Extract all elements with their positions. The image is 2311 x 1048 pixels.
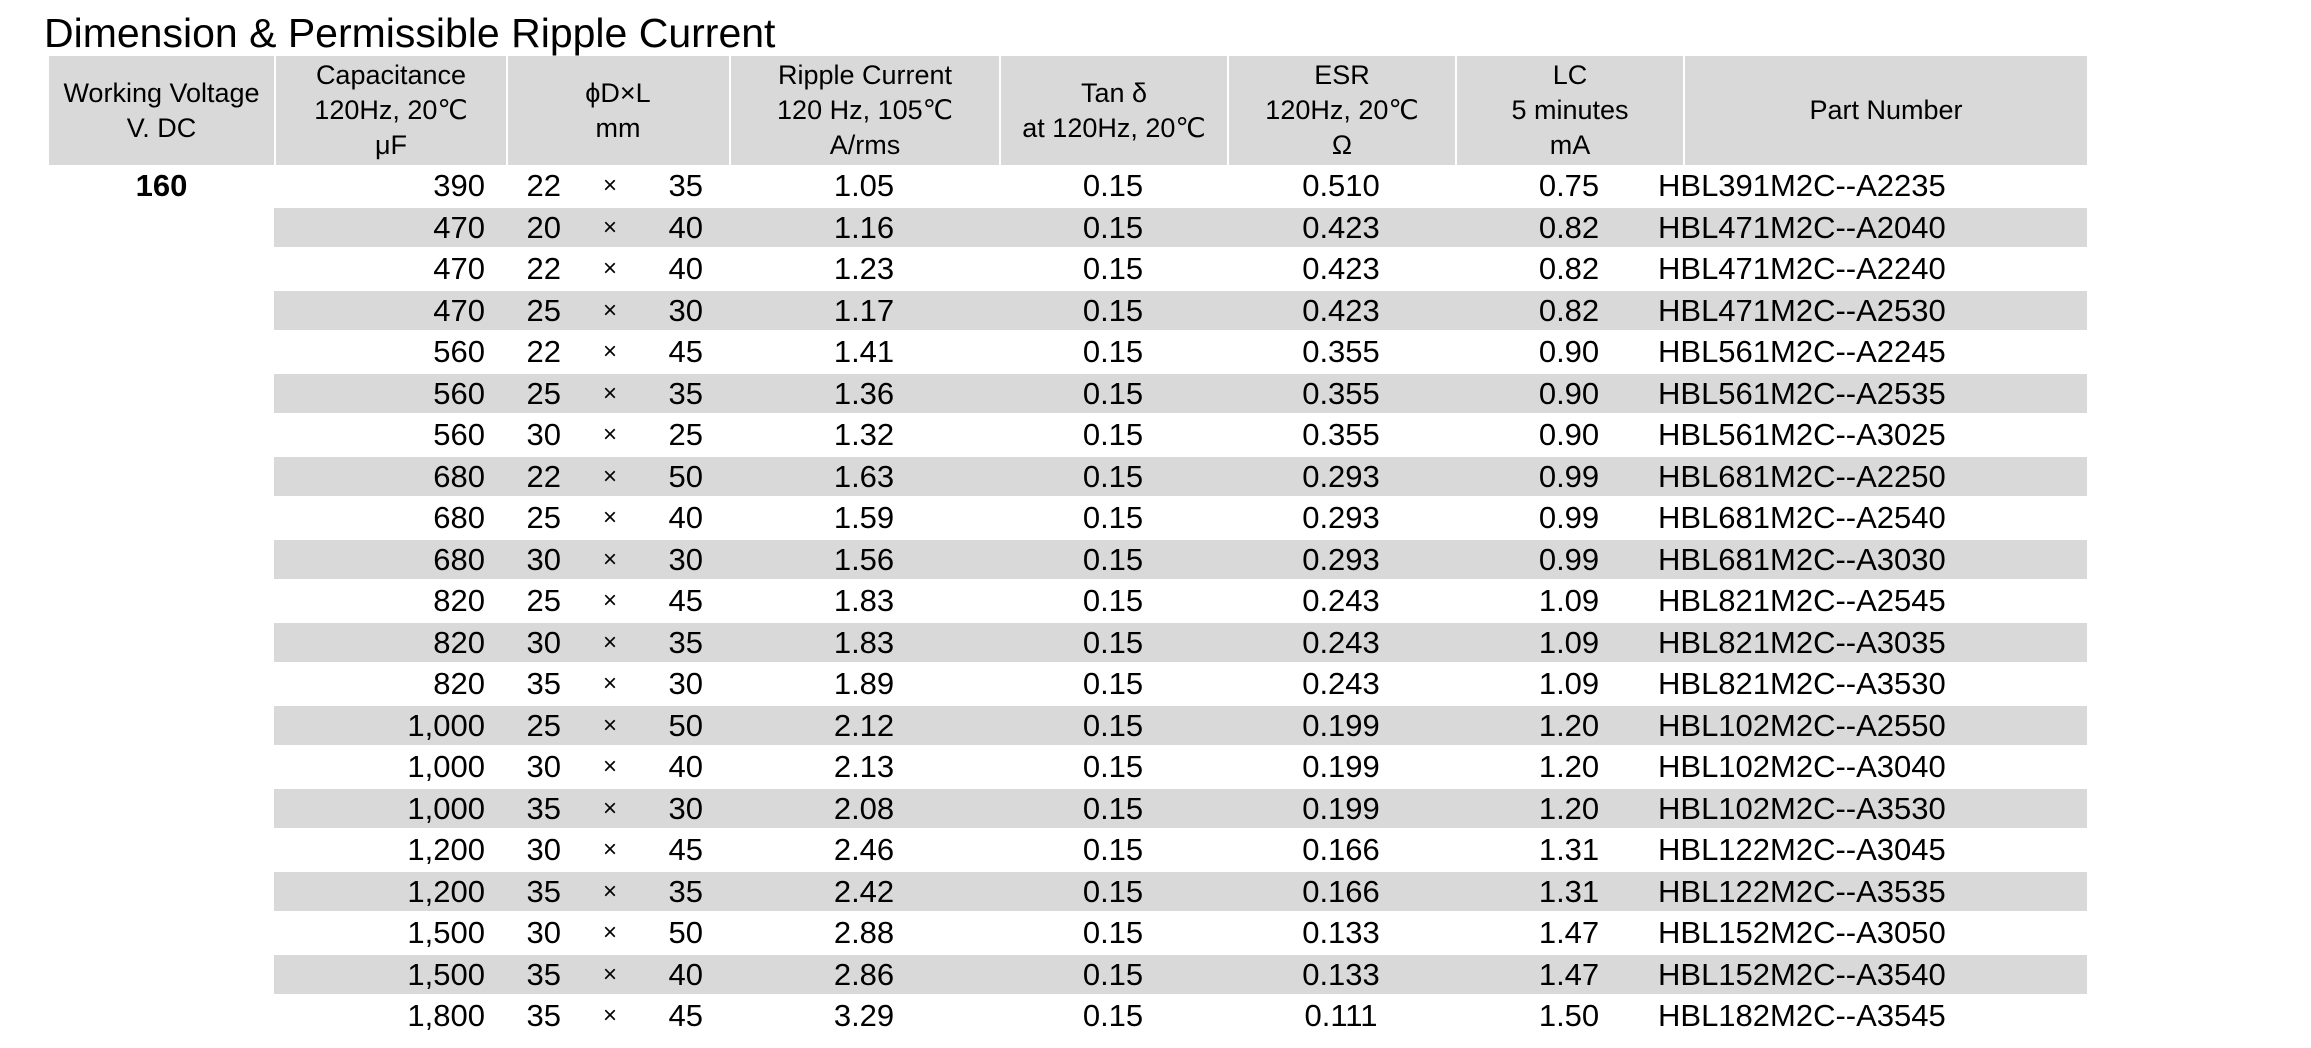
length-cell: 45 bbox=[668, 334, 703, 369]
header-line: Working Voltage bbox=[63, 77, 260, 108]
spec-table bbox=[49, 56, 2087, 1037]
ripple-current-cell: 2.08 bbox=[833, 790, 895, 826]
table-row bbox=[49, 622, 2087, 664]
header-line: V. DC bbox=[126, 112, 197, 143]
esr-cell: 0.199 bbox=[1302, 790, 1380, 826]
diameter-cell: 25 bbox=[526, 292, 561, 328]
part-number-cell: HBL821M2C--A3035 bbox=[1658, 624, 1946, 660]
diameter-cell: 35 bbox=[526, 666, 561, 701]
length-cell: 50 bbox=[668, 915, 703, 950]
tan-delta-cell: 0.15 bbox=[1082, 915, 1144, 950]
header-line: 5 minutes bbox=[1511, 95, 1629, 125]
length-cell: 40 bbox=[668, 956, 703, 992]
length-cell: 35 bbox=[668, 873, 703, 909]
tan-delta-cell: 0.15 bbox=[1082, 541, 1144, 577]
capacitance-cell: 820 bbox=[433, 666, 485, 701]
table-row bbox=[49, 248, 2087, 290]
leakage-current-cell: 0.82 bbox=[1538, 292, 1600, 328]
diameter-cell: 30 bbox=[526, 915, 561, 950]
voltage-cell bbox=[49, 622, 274, 664]
voltage-cell bbox=[49, 373, 274, 415]
ripple-current-cell: 2.13 bbox=[833, 749, 895, 784]
esr-cell: 0.293 bbox=[1302, 500, 1380, 535]
times-symbol: × bbox=[602, 213, 617, 241]
times-symbol: × bbox=[602, 172, 617, 199]
capacitance-cell: 1,500 bbox=[407, 956, 485, 992]
diameter-cell: 22 bbox=[526, 251, 561, 286]
header-part-number bbox=[1685, 56, 2087, 165]
part-number-cell: HBL471M2C--A2240 bbox=[1658, 251, 1946, 286]
part-number-cell: HBL471M2C--A2040 bbox=[1658, 209, 1946, 245]
part-number-cell: HBL122M2C--A3535 bbox=[1658, 873, 1946, 909]
capacitance-cell: 560 bbox=[433, 334, 485, 369]
times-symbol: × bbox=[602, 960, 617, 988]
header-ripple-current bbox=[731, 56, 999, 165]
capacitance-cell: 680 bbox=[433, 458, 485, 494]
leakage-current-cell: 0.99 bbox=[1538, 541, 1600, 577]
voltage-cell bbox=[49, 248, 274, 290]
voltage-cell bbox=[49, 705, 274, 747]
header-leakage-current bbox=[1457, 56, 1683, 165]
leakage-current-cell: 1.09 bbox=[1538, 666, 1600, 701]
table-row bbox=[49, 165, 2087, 207]
part-number-cell: HBL681M2C--A2540 bbox=[1658, 500, 1946, 535]
table-row bbox=[49, 746, 2087, 788]
table-row bbox=[49, 663, 2087, 705]
header-line: mm bbox=[595, 112, 641, 143]
table-header bbox=[49, 56, 2087, 165]
tan-delta-cell: 0.15 bbox=[1082, 417, 1144, 452]
length-cell: 25 bbox=[668, 417, 703, 452]
ripple-current-cell: 1.23 bbox=[833, 251, 895, 286]
voltage-cell bbox=[49, 954, 274, 996]
table-row bbox=[49, 954, 2087, 996]
capacitance-cell: 1,200 bbox=[407, 832, 485, 867]
part-number-cell: HBL681M2C--A2250 bbox=[1658, 458, 1946, 494]
capacitance-cell: 470 bbox=[433, 292, 485, 328]
esr-cell: 0.293 bbox=[1302, 541, 1380, 577]
length-cell: 40 bbox=[668, 749, 703, 784]
capacitance-cell: 560 bbox=[433, 417, 485, 452]
times-symbol: × bbox=[602, 462, 617, 490]
tan-delta-cell: 0.15 bbox=[1082, 832, 1144, 867]
table-row bbox=[49, 829, 2087, 871]
diameter-cell: 22 bbox=[526, 458, 561, 494]
header-line: μF bbox=[374, 130, 408, 160]
capacitance-cell: 680 bbox=[433, 500, 485, 535]
length-cell: 45 bbox=[668, 998, 703, 1033]
part-number-cell: HBL821M2C--A2545 bbox=[1658, 583, 1946, 618]
leakage-current-cell: 1.47 bbox=[1538, 915, 1600, 950]
part-number-cell: HBL821M2C--A3530 bbox=[1658, 666, 1946, 701]
tan-delta-cell: 0.15 bbox=[1082, 624, 1144, 660]
capacitance-cell: 470 bbox=[433, 209, 485, 245]
header-line: ESR bbox=[1314, 60, 1370, 90]
capacitance-cell: 1,500 bbox=[407, 915, 485, 950]
ripple-current-cell: 2.46 bbox=[833, 832, 895, 867]
part-number-cell: HBL152M2C--A3050 bbox=[1658, 915, 1946, 950]
esr-cell: 0.355 bbox=[1302, 417, 1380, 452]
tan-delta-cell: 0.15 bbox=[1082, 168, 1144, 203]
esr-cell: 0.423 bbox=[1302, 209, 1380, 245]
table-row bbox=[49, 497, 2087, 539]
diameter-cell: 35 bbox=[526, 790, 561, 826]
part-number-cell: HBL152M2C--A3540 bbox=[1658, 956, 1946, 992]
ripple-current-cell: 3.29 bbox=[833, 998, 895, 1033]
table-row bbox=[49, 373, 2087, 415]
length-cell: 40 bbox=[668, 500, 703, 535]
diameter-cell: 35 bbox=[526, 956, 561, 992]
voltage-cell bbox=[49, 414, 274, 456]
leakage-current-cell: 1.31 bbox=[1538, 832, 1600, 867]
diameter-cell: 22 bbox=[526, 168, 561, 203]
esr-cell: 0.199 bbox=[1302, 749, 1380, 784]
table-row bbox=[49, 207, 2087, 249]
part-number-cell: HBL102M2C--A3530 bbox=[1658, 790, 1946, 826]
diameter-cell: 25 bbox=[526, 707, 561, 743]
header-line: Ω bbox=[1331, 130, 1353, 160]
length-cell: 35 bbox=[668, 168, 703, 203]
ripple-current-cell: 1.05 bbox=[833, 168, 895, 203]
length-cell: 35 bbox=[668, 624, 703, 660]
tan-delta-cell: 0.15 bbox=[1082, 666, 1144, 701]
page-title: Dimension & Permissible Ripple Current bbox=[44, 10, 776, 56]
leakage-current-cell: 0.90 bbox=[1538, 375, 1600, 411]
header-line: 120Hz, 20℃ bbox=[314, 95, 468, 125]
diameter-cell: 25 bbox=[526, 583, 561, 618]
length-cell: 35 bbox=[668, 375, 703, 411]
ripple-current-cell: 1.16 bbox=[833, 209, 895, 245]
leakage-current-cell: 0.90 bbox=[1538, 334, 1600, 369]
diameter-cell: 35 bbox=[526, 998, 561, 1033]
table-row bbox=[49, 539, 2087, 581]
leakage-current-cell: 1.31 bbox=[1538, 873, 1600, 909]
table-row bbox=[49, 705, 2087, 747]
capacitance-cell: 1,000 bbox=[407, 707, 485, 743]
esr-cell: 0.510 bbox=[1302, 168, 1380, 203]
esr-cell: 0.243 bbox=[1302, 583, 1380, 618]
table-row bbox=[49, 995, 2087, 1037]
part-number-cell: HBL471M2C--A2530 bbox=[1658, 292, 1946, 328]
leakage-current-cell: 1.09 bbox=[1538, 583, 1600, 618]
header-line: 120 Hz, 105℃ bbox=[777, 95, 953, 125]
table-row bbox=[49, 456, 2087, 498]
leakage-current-cell: 0.82 bbox=[1538, 251, 1600, 286]
header-line: Part Number bbox=[1809, 95, 1963, 125]
diameter-cell: 20 bbox=[526, 209, 561, 245]
part-number-cell: HBL391M2C--A2235 bbox=[1658, 168, 1946, 203]
capacitance-cell: 470 bbox=[433, 251, 485, 286]
tan-delta-cell: 0.15 bbox=[1082, 334, 1144, 369]
part-number-cell: HBL561M2C--A2535 bbox=[1658, 375, 1946, 411]
voltage-cell bbox=[49, 871, 274, 913]
voltage-cell bbox=[49, 995, 274, 1037]
length-cell: 30 bbox=[668, 666, 703, 701]
capacitance-cell: 820 bbox=[433, 624, 485, 660]
voltage-cell bbox=[49, 580, 274, 622]
voltage-cell bbox=[49, 788, 274, 830]
leakage-current-cell: 1.20 bbox=[1538, 707, 1600, 743]
times-symbol: × bbox=[602, 836, 617, 863]
ripple-current-cell: 1.83 bbox=[833, 583, 895, 618]
times-symbol: × bbox=[602, 628, 617, 656]
diameter-cell: 35 bbox=[526, 873, 561, 909]
esr-cell: 0.199 bbox=[1302, 707, 1380, 743]
header-line: Tan δ bbox=[1080, 77, 1148, 108]
ripple-current-cell: 1.41 bbox=[833, 334, 895, 369]
esr-cell: 0.243 bbox=[1302, 666, 1380, 701]
voltage-cell bbox=[49, 456, 274, 498]
diameter-cell: 25 bbox=[526, 375, 561, 411]
tan-delta-cell: 0.15 bbox=[1082, 749, 1144, 784]
header-line: Capacitance bbox=[315, 60, 467, 90]
capacitance-cell: 390 bbox=[433, 168, 485, 203]
table-row bbox=[49, 871, 2087, 913]
esr-cell: 0.133 bbox=[1302, 915, 1380, 950]
header-line: 120Hz, 20℃ bbox=[1265, 95, 1419, 125]
ripple-current-cell: 1.63 bbox=[833, 458, 895, 494]
tan-delta-cell: 0.15 bbox=[1082, 583, 1144, 618]
part-number-cell: HBL182M2C--A3545 bbox=[1658, 998, 1946, 1033]
table-row bbox=[49, 912, 2087, 954]
table-row bbox=[49, 580, 2087, 622]
header-dimension bbox=[508, 56, 728, 165]
leakage-current-cell: 0.90 bbox=[1538, 417, 1600, 452]
voltage-cell bbox=[49, 207, 274, 249]
voltage-cell: 160 bbox=[135, 168, 188, 203]
times-symbol: × bbox=[602, 421, 617, 448]
ripple-current-cell: 1.89 bbox=[833, 666, 895, 701]
part-number-cell: HBL561M2C--A3025 bbox=[1658, 417, 1946, 452]
times-symbol: × bbox=[602, 711, 617, 739]
length-cell: 30 bbox=[668, 541, 703, 577]
table-row bbox=[49, 331, 2087, 373]
diameter-cell: 25 bbox=[526, 500, 561, 535]
ripple-current-cell: 1.17 bbox=[833, 292, 895, 328]
leakage-current-cell: 1.50 bbox=[1538, 998, 1600, 1033]
header-esr bbox=[1229, 56, 1455, 165]
times-symbol: × bbox=[602, 670, 617, 697]
leakage-current-cell: 1.47 bbox=[1538, 956, 1600, 992]
tan-delta-cell: 0.15 bbox=[1082, 209, 1144, 245]
leakage-current-cell: 1.20 bbox=[1538, 749, 1600, 784]
times-symbol: × bbox=[602, 504, 617, 531]
voltage-cell bbox=[49, 539, 274, 581]
esr-cell: 0.293 bbox=[1302, 458, 1380, 494]
length-cell: 30 bbox=[668, 790, 703, 826]
length-cell: 45 bbox=[668, 583, 703, 618]
length-cell: 40 bbox=[668, 251, 703, 286]
header-line: mA bbox=[1549, 130, 1591, 160]
diameter-cell: 30 bbox=[526, 749, 561, 784]
table-row bbox=[49, 290, 2087, 332]
ripple-current-cell: 1.36 bbox=[833, 375, 895, 411]
times-symbol: × bbox=[602, 794, 617, 822]
times-symbol: × bbox=[602, 338, 617, 365]
times-symbol: × bbox=[602, 379, 617, 407]
esr-cell: 0.423 bbox=[1302, 292, 1380, 328]
capacitance-cell: 1,800 bbox=[407, 998, 485, 1033]
part-number-cell: HBL561M2C--A2245 bbox=[1658, 334, 1946, 369]
capacitance-cell: 560 bbox=[433, 375, 485, 411]
part-number-cell: HBL122M2C--A3045 bbox=[1658, 832, 1946, 867]
esr-cell: 0.133 bbox=[1302, 956, 1380, 992]
length-cell: 50 bbox=[668, 707, 703, 743]
tan-delta-cell: 0.15 bbox=[1082, 292, 1144, 328]
table-row bbox=[49, 788, 2087, 830]
ripple-current-cell: 2.88 bbox=[833, 915, 895, 950]
diameter-cell: 30 bbox=[526, 624, 561, 660]
ripple-current-cell: 1.59 bbox=[833, 500, 895, 535]
ripple-current-cell: 1.83 bbox=[833, 624, 895, 660]
capacitance-cell: 820 bbox=[433, 583, 485, 618]
leakage-current-cell: 1.20 bbox=[1538, 790, 1600, 826]
times-symbol: × bbox=[602, 296, 617, 324]
leakage-current-cell: 0.75 bbox=[1538, 168, 1600, 203]
tan-delta-cell: 0.15 bbox=[1082, 500, 1144, 535]
table-row bbox=[49, 414, 2087, 456]
header-tan-delta bbox=[1001, 56, 1227, 165]
voltage-cell bbox=[49, 497, 274, 539]
length-cell: 40 bbox=[668, 209, 703, 245]
voltage-cell bbox=[49, 746, 274, 788]
ripple-current-cell: 2.42 bbox=[833, 873, 895, 909]
tan-delta-cell: 0.15 bbox=[1082, 790, 1144, 826]
tan-delta-cell: 0.15 bbox=[1082, 873, 1144, 909]
esr-cell: 0.355 bbox=[1302, 375, 1380, 411]
capacitance-cell: 1,000 bbox=[407, 790, 485, 826]
capacitance-cell: 1,000 bbox=[407, 749, 485, 784]
ripple-current-cell: 1.56 bbox=[833, 541, 895, 577]
esr-cell: 0.111 bbox=[1304, 998, 1378, 1033]
leakage-current-cell: 0.99 bbox=[1538, 458, 1600, 494]
header-working-voltage bbox=[49, 56, 274, 165]
voltage-cell bbox=[49, 331, 274, 373]
diameter-cell: 30 bbox=[526, 832, 561, 867]
ripple-current-cell: 2.86 bbox=[833, 956, 895, 992]
diameter-cell: 30 bbox=[526, 541, 561, 577]
times-symbol: × bbox=[602, 587, 617, 614]
tan-delta-cell: 0.15 bbox=[1082, 956, 1144, 992]
diameter-cell: 30 bbox=[526, 417, 561, 452]
times-symbol: × bbox=[602, 1002, 617, 1029]
header-line: Ripple Current bbox=[777, 60, 953, 90]
part-number-cell: HBL681M2C--A3030 bbox=[1658, 541, 1946, 577]
esr-cell: 0.243 bbox=[1302, 624, 1380, 660]
length-cell: 45 bbox=[668, 832, 703, 867]
voltage-cell bbox=[49, 829, 274, 871]
table-body bbox=[49, 165, 2087, 1037]
times-symbol: × bbox=[602, 877, 617, 905]
tan-delta-cell: 0.15 bbox=[1082, 375, 1144, 411]
leakage-current-cell: 0.82 bbox=[1538, 209, 1600, 245]
voltage-cell bbox=[49, 663, 274, 705]
leakage-current-cell: 1.09 bbox=[1538, 624, 1600, 660]
capacitance-cell: 680 bbox=[433, 541, 485, 577]
part-number-cell: HBL102M2C--A2550 bbox=[1658, 707, 1946, 743]
part-number-cell: HBL102M2C--A3040 bbox=[1658, 749, 1946, 784]
esr-cell: 0.423 bbox=[1302, 251, 1380, 286]
diameter-cell: 22 bbox=[526, 334, 561, 369]
header-line: A/rms bbox=[829, 130, 901, 160]
tan-delta-cell: 0.15 bbox=[1082, 251, 1144, 286]
header-line: LC bbox=[1552, 60, 1588, 90]
leakage-current-cell: 0.99 bbox=[1538, 500, 1600, 535]
capacitance-cell: 1,200 bbox=[407, 873, 485, 909]
tan-delta-cell: 0.15 bbox=[1082, 998, 1144, 1033]
esr-cell: 0.166 bbox=[1302, 873, 1380, 909]
tan-delta-cell: 0.15 bbox=[1082, 458, 1144, 494]
header-line: ϕD×L bbox=[585, 77, 651, 108]
ripple-current-cell: 2.12 bbox=[833, 707, 895, 743]
times-symbol: × bbox=[602, 753, 617, 780]
length-cell: 50 bbox=[668, 458, 703, 494]
times-symbol: × bbox=[602, 255, 617, 282]
esr-cell: 0.166 bbox=[1302, 832, 1380, 867]
voltage-cell bbox=[49, 912, 274, 954]
esr-cell: 0.355 bbox=[1302, 334, 1380, 369]
header-line: at 120Hz, 20℃ bbox=[1022, 112, 1206, 143]
ripple-current-cell: 1.32 bbox=[833, 417, 895, 452]
header-capacitance bbox=[276, 56, 506, 165]
voltage-cell bbox=[49, 290, 274, 332]
length-cell: 30 bbox=[668, 292, 703, 328]
tan-delta-cell: 0.15 bbox=[1082, 707, 1144, 743]
times-symbol: × bbox=[602, 545, 617, 573]
times-symbol: × bbox=[602, 919, 617, 946]
